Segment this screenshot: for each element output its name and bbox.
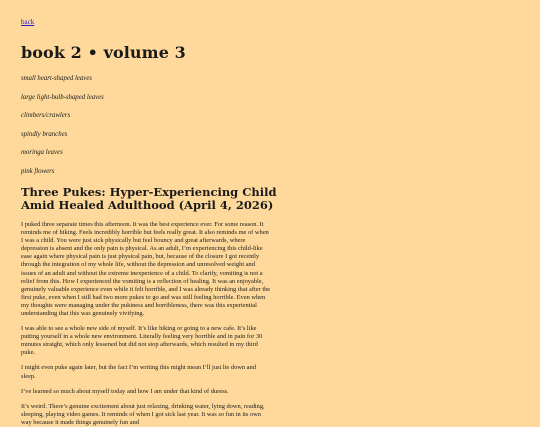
post-paragraph: I was able to see a whole new side of myself. It’s like hiking or going to a new cafe. It’s like putting yourself in a whole new environment. Literally feeling very horrible and in pain for 30 minutes straight, which only lessened but did not stop afterwards, which resulted in my third puke. [21, 325, 263, 357]
post-body [21, 221, 271, 427]
post-title: Three Pukes: Hyper-Experiencing Child Amid Healed Adulthood (April 4, 2026) [21, 184, 277, 213]
tag-item: moringa leaves [21, 149, 63, 157]
post-paragraph: I’ve learned so much about myself today and how I am under that kind of duress. [21, 387, 229, 395]
tag-item: spindly branches [21, 130, 68, 138]
tag-item: large light-bulb-shaped leaves [21, 93, 104, 101]
post-paragraph: I puked three separate times this afternoon. It was the best experience ever. For some reason. It reminds me of hiking. Feels incredibly horrible but feels really great. It also reminds me of when I was a child. You were just sick physically but feel bouncy and great afterwards, where depression is absent and the only pain is physical. As an adult, I’m experiencing this child-like ease again where physical pain is just physical pain, but, because of the closure I got recently through the integration of my whole life, without the depression and unresolved weight and issues of an adult and without the extreme inexperience of a child. To clarify, vomiting is not a relief from this. How I experienced the vomiting is a reflection of healing. It was an enjoyable, genuinely valuable experience even while it felt horrible, and I was already thinking that after the first puke, even when I still had two more pukes to go and was still feeling horrible. Even when my thoughts were managing under the pukiness and horribleness, there was this experiential understanding that this was genuinely vivifying. [21, 220, 271, 317]
page-title: book 2 • volume 3 [21, 43, 186, 62]
post-paragraph: I might even puke again later, but the fact I’m writing this might mean I’ll just lie down and sleep. [21, 364, 256, 380]
tag-item: pink flowers [21, 167, 55, 175]
tag-list [21, 74, 521, 176]
tag-item: small heart-shaped leaves [21, 75, 92, 82]
tag-item: climbers/crawlers [21, 112, 71, 120]
post-paragraph: It’s weird. There’s genuine excitement about just relaxing, drinking water, lying down, reading, sleeping, playing video games. It reminds of when I got sick last year. It was so fun in its own way because it made things genuinely fun and [21, 402, 265, 426]
back-link[interactable]: back [21, 18, 35, 26]
